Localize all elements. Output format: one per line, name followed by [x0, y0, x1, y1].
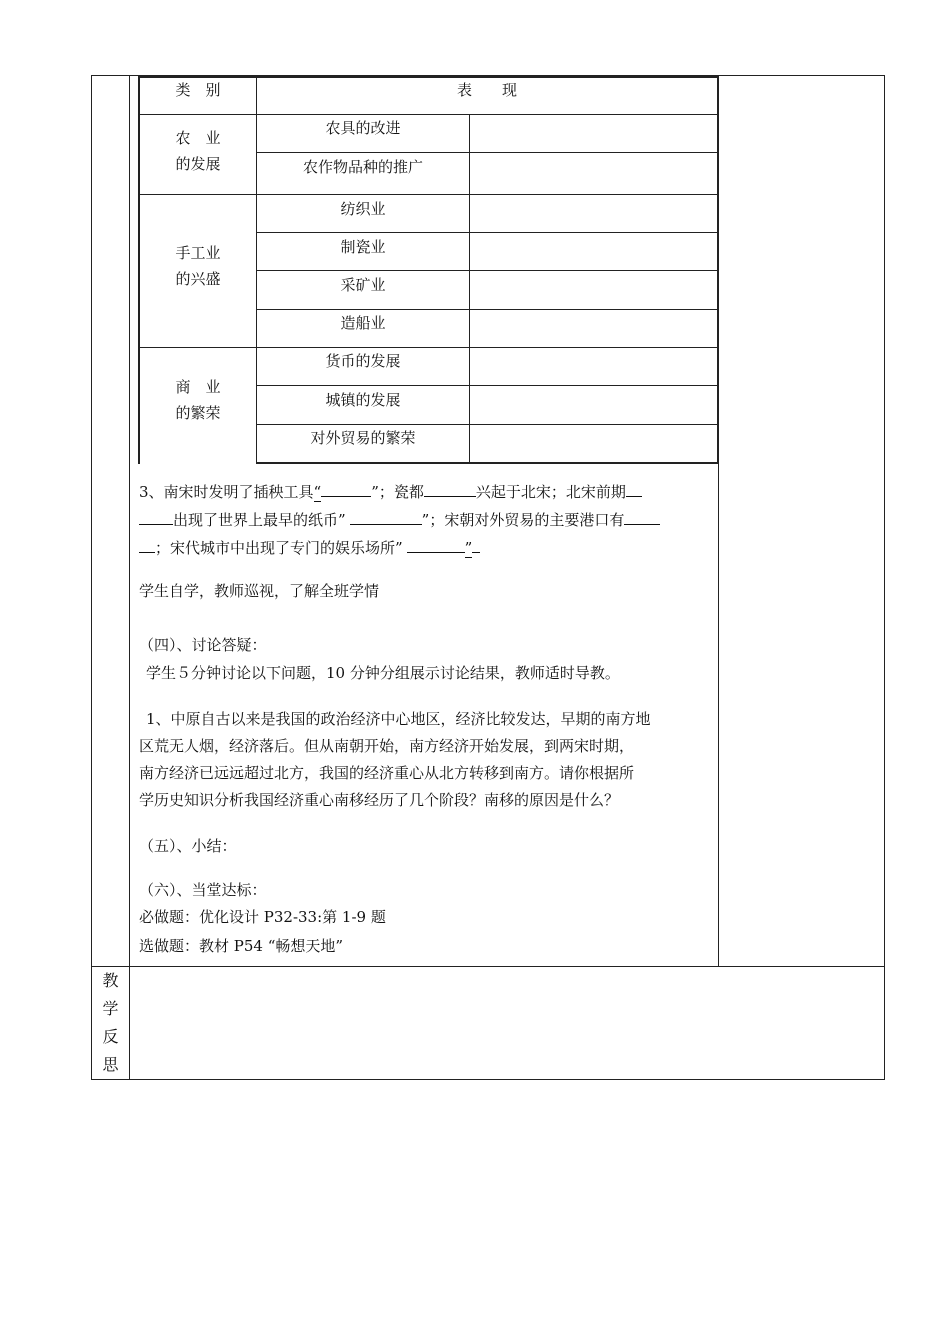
text: 出现了世界上最早的纸币”: [173, 511, 346, 529]
item-label: 纺织业: [340, 200, 386, 218]
answer-blank[interactable]: [624, 509, 660, 525]
answer-blank[interactable]: [139, 537, 155, 553]
category-commerce: [140, 374, 256, 426]
required-exercises: 必做题：优化设计 P32-33:第 1-9 题: [139, 908, 386, 926]
row-sep: [256, 232, 719, 233]
table-header-category: 类 别: [175, 81, 221, 99]
text: ”；宋朝对外贸易的主要港口有: [421, 511, 625, 529]
outer-bottom-border: [91, 1079, 885, 1080]
item-label: 造船业: [340, 314, 386, 332]
row-sep: [256, 309, 719, 310]
answer-blank[interactable]: [139, 509, 173, 525]
question-line: 1、中原自古以来是我国的政治经济中心地区，经济比较发达，早期的南方地: [146, 710, 651, 728]
self-study-note: 学生自学，教师巡视，了解全班学情: [139, 582, 380, 600]
item-label: 农作物品种的推广: [302, 158, 423, 176]
inner-table-top: [138, 76, 719, 78]
section-6-heading: （六）、当堂达标：: [139, 881, 267, 899]
category-agriculture: [140, 125, 256, 177]
table-header-performance: 表 现: [456, 81, 517, 99]
text: ”: [464, 539, 473, 557]
row-sep-header: [138, 114, 719, 115]
teaching-reflection-content[interactable]: [130, 967, 884, 1079]
text: 兴起于北宋；北宋前期: [475, 483, 626, 501]
answer-blank[interactable]: [424, 481, 476, 497]
answer-blank[interactable]: [350, 509, 422, 525]
section-5-heading: （五）、小结：: [139, 837, 237, 855]
row-sep: [256, 270, 719, 271]
reflection-char: 教: [102, 971, 119, 990]
row-sep: [256, 385, 719, 386]
row-sep: [256, 424, 719, 425]
reflection-char: 学: [102, 999, 119, 1018]
item-label: 对外贸易的繁荣: [310, 429, 416, 447]
teaching-reflection-label: [92, 967, 129, 1079]
row-sep-agri-end: [138, 194, 719, 195]
category-label-line: 的发展: [175, 155, 221, 173]
reflection-char: 反: [102, 1027, 119, 1046]
category-label-line: 农 业: [175, 129, 221, 147]
category-label-line: 的繁荣: [175, 404, 221, 422]
category-label-line: 手工业: [175, 244, 221, 262]
answer-blank[interactable]: [407, 537, 465, 553]
item-label: 农具的改进: [325, 119, 401, 137]
question-3-line-3: [139, 537, 480, 558]
optional-exercises: 选做题：教材 P54 “畅想天地”: [139, 937, 344, 955]
item-label: 货币的发展: [325, 352, 401, 370]
discussion-question: [139, 706, 651, 814]
question-line: 区荒无人烟，经济落后。但从南朝开始，南方经济开始发展，到两宋时期，: [139, 737, 635, 755]
inner-table-col2: [469, 114, 470, 464]
section-4-instruction: 学生５分钟讨论以下问题，10 分钟分组展示讨论结果，教师适时导教。: [146, 664, 620, 682]
item-label: 制瓷业: [340, 238, 386, 256]
item-label: 城镇的发展: [325, 391, 401, 409]
row-sep: [256, 152, 719, 153]
text: ”；瓷都: [371, 483, 424, 501]
category-handicraft: [140, 240, 256, 292]
category-label-line: 商 业: [175, 378, 221, 396]
question-line: 南方经济已远远超过北方，我国的经济重心从北方转移到南方。请你根据所: [139, 764, 635, 782]
text: 3、南宋时发明了插秧工具: [139, 483, 314, 501]
answer-blank[interactable]: [626, 481, 642, 497]
left-column-divider: [129, 75, 130, 1080]
reflection-char: 思: [102, 1055, 119, 1074]
text: “: [313, 483, 322, 501]
question-3-line-1: [139, 481, 642, 502]
row-sep-craft-end: [138, 347, 719, 348]
outer-left-border: [91, 75, 92, 1080]
answer-blank[interactable]: [472, 537, 480, 553]
outer-right-border: [884, 75, 885, 1080]
answer-blank[interactable]: [321, 481, 371, 497]
category-label-line: 的兴盛: [175, 270, 221, 288]
question-line: 学历史知识分析我国经济重心南移经历了几个阶段？南移的原因是什么？: [139, 791, 620, 809]
item-label: 采矿业: [340, 276, 386, 294]
text: ；宋代城市中出现了专门的娱乐场所”: [155, 539, 403, 557]
section-4-heading: （四）、讨论答疑：: [139, 636, 267, 654]
inner-table-bottom: [256, 462, 719, 464]
question-3-line-2: [139, 509, 660, 530]
